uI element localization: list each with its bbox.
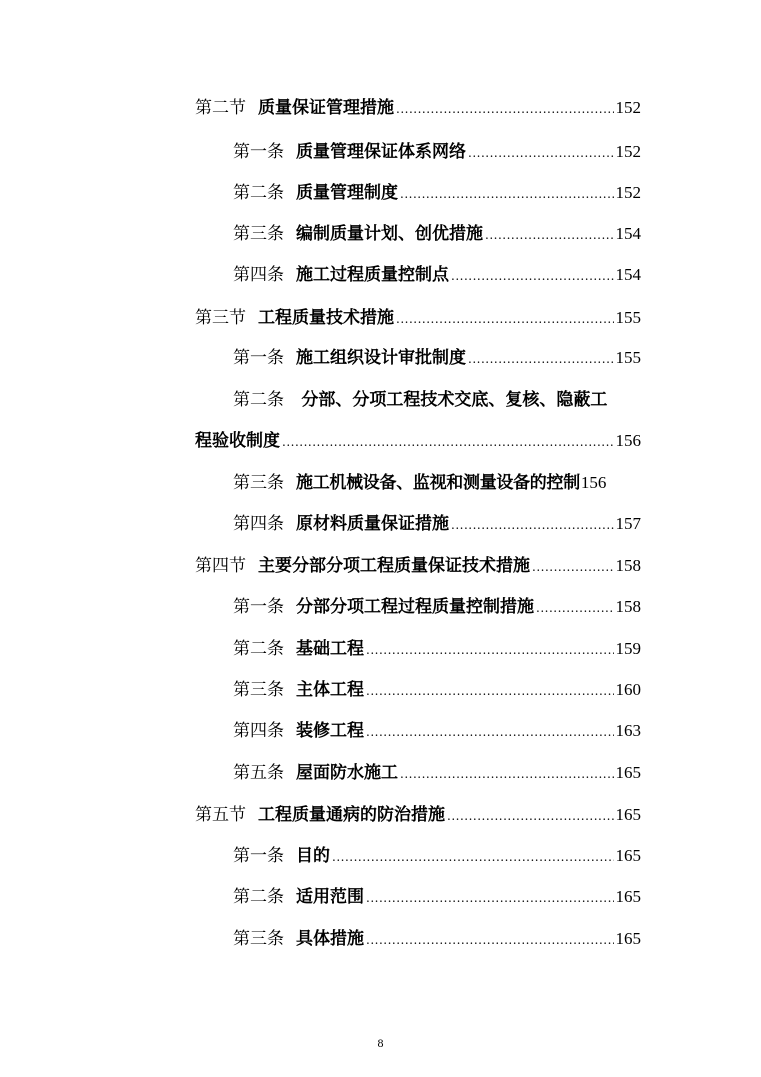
- toc-title: 质量管理制度: [296, 183, 398, 203]
- toc-title: 施工过程质量控制点: [296, 265, 449, 285]
- toc-page-number: 154: [615, 224, 641, 243]
- toc-entry-article[interactable]: [233, 139, 641, 165]
- toc-entry-section[interactable]: [195, 95, 641, 121]
- toc-title: 装修工程: [296, 721, 364, 741]
- toc-label: 第三条: [233, 224, 284, 244]
- toc-title: 编制质量计划、创优措施: [296, 224, 483, 244]
- toc-leader-dots: [396, 306, 614, 332]
- toc-leader-dots: [536, 595, 614, 621]
- toc-title: 主体工程: [296, 680, 364, 700]
- toc-label: 第一条: [233, 597, 284, 617]
- toc-entry-section[interactable]: [195, 802, 641, 828]
- toc-leader-dots: [282, 429, 614, 455]
- toc-page-number: 152: [615, 98, 641, 117]
- toc-leader-dots: [468, 346, 614, 372]
- toc-label: 第一条: [233, 846, 284, 866]
- toc-label: 第四节: [195, 556, 246, 576]
- toc-page-number: 155: [615, 308, 641, 327]
- toc-leader-dots: [485, 222, 614, 248]
- toc-page-number: 156: [580, 473, 607, 492]
- toc-leader-dots: [396, 96, 614, 122]
- toc-title: 分部、分项工程技术交底、复核、隐蔽工: [301, 390, 608, 410]
- toc-entry-article[interactable]: [233, 511, 641, 537]
- toc-label: 第二条: [233, 639, 284, 659]
- toc-entry-article[interactable]: [233, 677, 641, 703]
- toc-leader-dots: [366, 678, 614, 704]
- toc-entry-article[interactable]: [233, 345, 641, 371]
- toc-leader-dots: [451, 512, 614, 538]
- toc-entry-article[interactable]: [233, 594, 641, 620]
- toc-entry-article[interactable]: [233, 884, 641, 910]
- toc-page-number: 156: [615, 431, 641, 450]
- toc-label: 第五节: [195, 805, 246, 825]
- toc-entry-article[interactable]: [233, 221, 641, 247]
- toc-label: 第三条: [233, 929, 284, 949]
- toc-page-number: 160: [615, 680, 641, 699]
- toc-entry-article[interactable]: [233, 926, 641, 952]
- toc-label: 第三节: [195, 308, 246, 328]
- toc-page-number: 159: [615, 639, 641, 658]
- toc-entry-article-wrapped[interactable]: [233, 387, 607, 413]
- footer-page-number: 8: [377, 1036, 384, 1050]
- toc-leader-dots: [532, 554, 614, 580]
- toc-label: 第二条: [233, 390, 284, 410]
- toc-leader-dots: [400, 181, 614, 207]
- toc-title: 质量保证管理措施: [258, 98, 394, 118]
- toc-page-number: 163: [615, 721, 641, 740]
- toc-page-number: 165: [615, 805, 641, 824]
- toc-label: 第三条: [233, 680, 284, 700]
- toc-label: 第一条: [233, 142, 284, 162]
- toc-entry-section[interactable]: [195, 305, 641, 331]
- toc-title: 主要分部分项工程质量保证技术措施: [258, 556, 530, 576]
- toc-title: 施工组织设计审批制度: [296, 348, 466, 368]
- toc-entry-section[interactable]: [195, 553, 641, 579]
- toc-title: 具体措施: [296, 929, 364, 949]
- toc-label: 第二节: [195, 98, 246, 118]
- toc-title: 适用范围: [296, 887, 364, 907]
- toc-title: 质量管理保证体系网络: [296, 142, 466, 162]
- toc-entry-article[interactable]: [233, 262, 641, 288]
- toc-leader-dots: [332, 844, 614, 870]
- toc-label: 第三条: [233, 473, 284, 493]
- toc-label: 第一条: [233, 348, 284, 368]
- toc-title: 原材料质量保证措施: [296, 514, 449, 534]
- toc-title: 工程质量技术措施: [258, 308, 394, 328]
- toc-leader-dots: [447, 803, 614, 829]
- toc-page-number: 152: [615, 183, 641, 202]
- toc-page-number: 165: [615, 929, 641, 948]
- toc-page-number: 152: [615, 142, 641, 161]
- toc-page-number: 158: [615, 597, 641, 616]
- toc-page-number: 155: [615, 348, 641, 367]
- toc-page-number: 165: [615, 763, 641, 782]
- toc-entry-article[interactable]: [233, 760, 641, 786]
- toc-title: 工程质量通病的防治措施: [258, 805, 445, 825]
- toc-page-number: 154: [615, 265, 641, 284]
- toc-title: 屋面防水施工: [296, 763, 398, 783]
- toc-leader-dots: [366, 637, 614, 663]
- toc-entry-article[interactable]: [233, 470, 641, 496]
- toc-page-number: 165: [615, 887, 641, 906]
- toc-label: 第二条: [233, 183, 284, 203]
- toc-title: 基础工程: [296, 639, 364, 659]
- toc-title-continuation: 程验收制度: [195, 431, 280, 451]
- toc-label: 第四条: [233, 721, 284, 741]
- toc-leader-dots: [366, 885, 614, 911]
- toc-label: 第五条: [233, 763, 284, 783]
- toc-leader-dots: [400, 761, 614, 787]
- toc-entry-article[interactable]: [233, 718, 641, 744]
- toc-page-number: 165: [615, 846, 641, 865]
- toc-label: 第四条: [233, 265, 284, 285]
- toc-entry-article-wrapped-continuation[interactable]: [195, 428, 641, 454]
- toc-leader-dots: [366, 927, 614, 953]
- toc-entry-article[interactable]: [233, 843, 641, 869]
- toc-page-number: 158: [615, 556, 641, 575]
- toc-leader-dots: [468, 140, 614, 166]
- toc-title: 目的: [296, 846, 330, 866]
- toc-label: 第四条: [233, 514, 284, 534]
- toc-leader-dots: [366, 719, 614, 745]
- toc-label: 第二条: [233, 887, 284, 907]
- toc-entry-article[interactable]: [233, 180, 641, 206]
- toc-leader-dots: [451, 263, 614, 289]
- toc-page-number: 157: [615, 514, 641, 533]
- toc-title: 施工机械设备、监视和测量设备的控制: [296, 473, 580, 493]
- toc-title: 分部分项工程过程质量控制措施: [296, 597, 534, 617]
- toc-entry-article[interactable]: [233, 636, 641, 662]
